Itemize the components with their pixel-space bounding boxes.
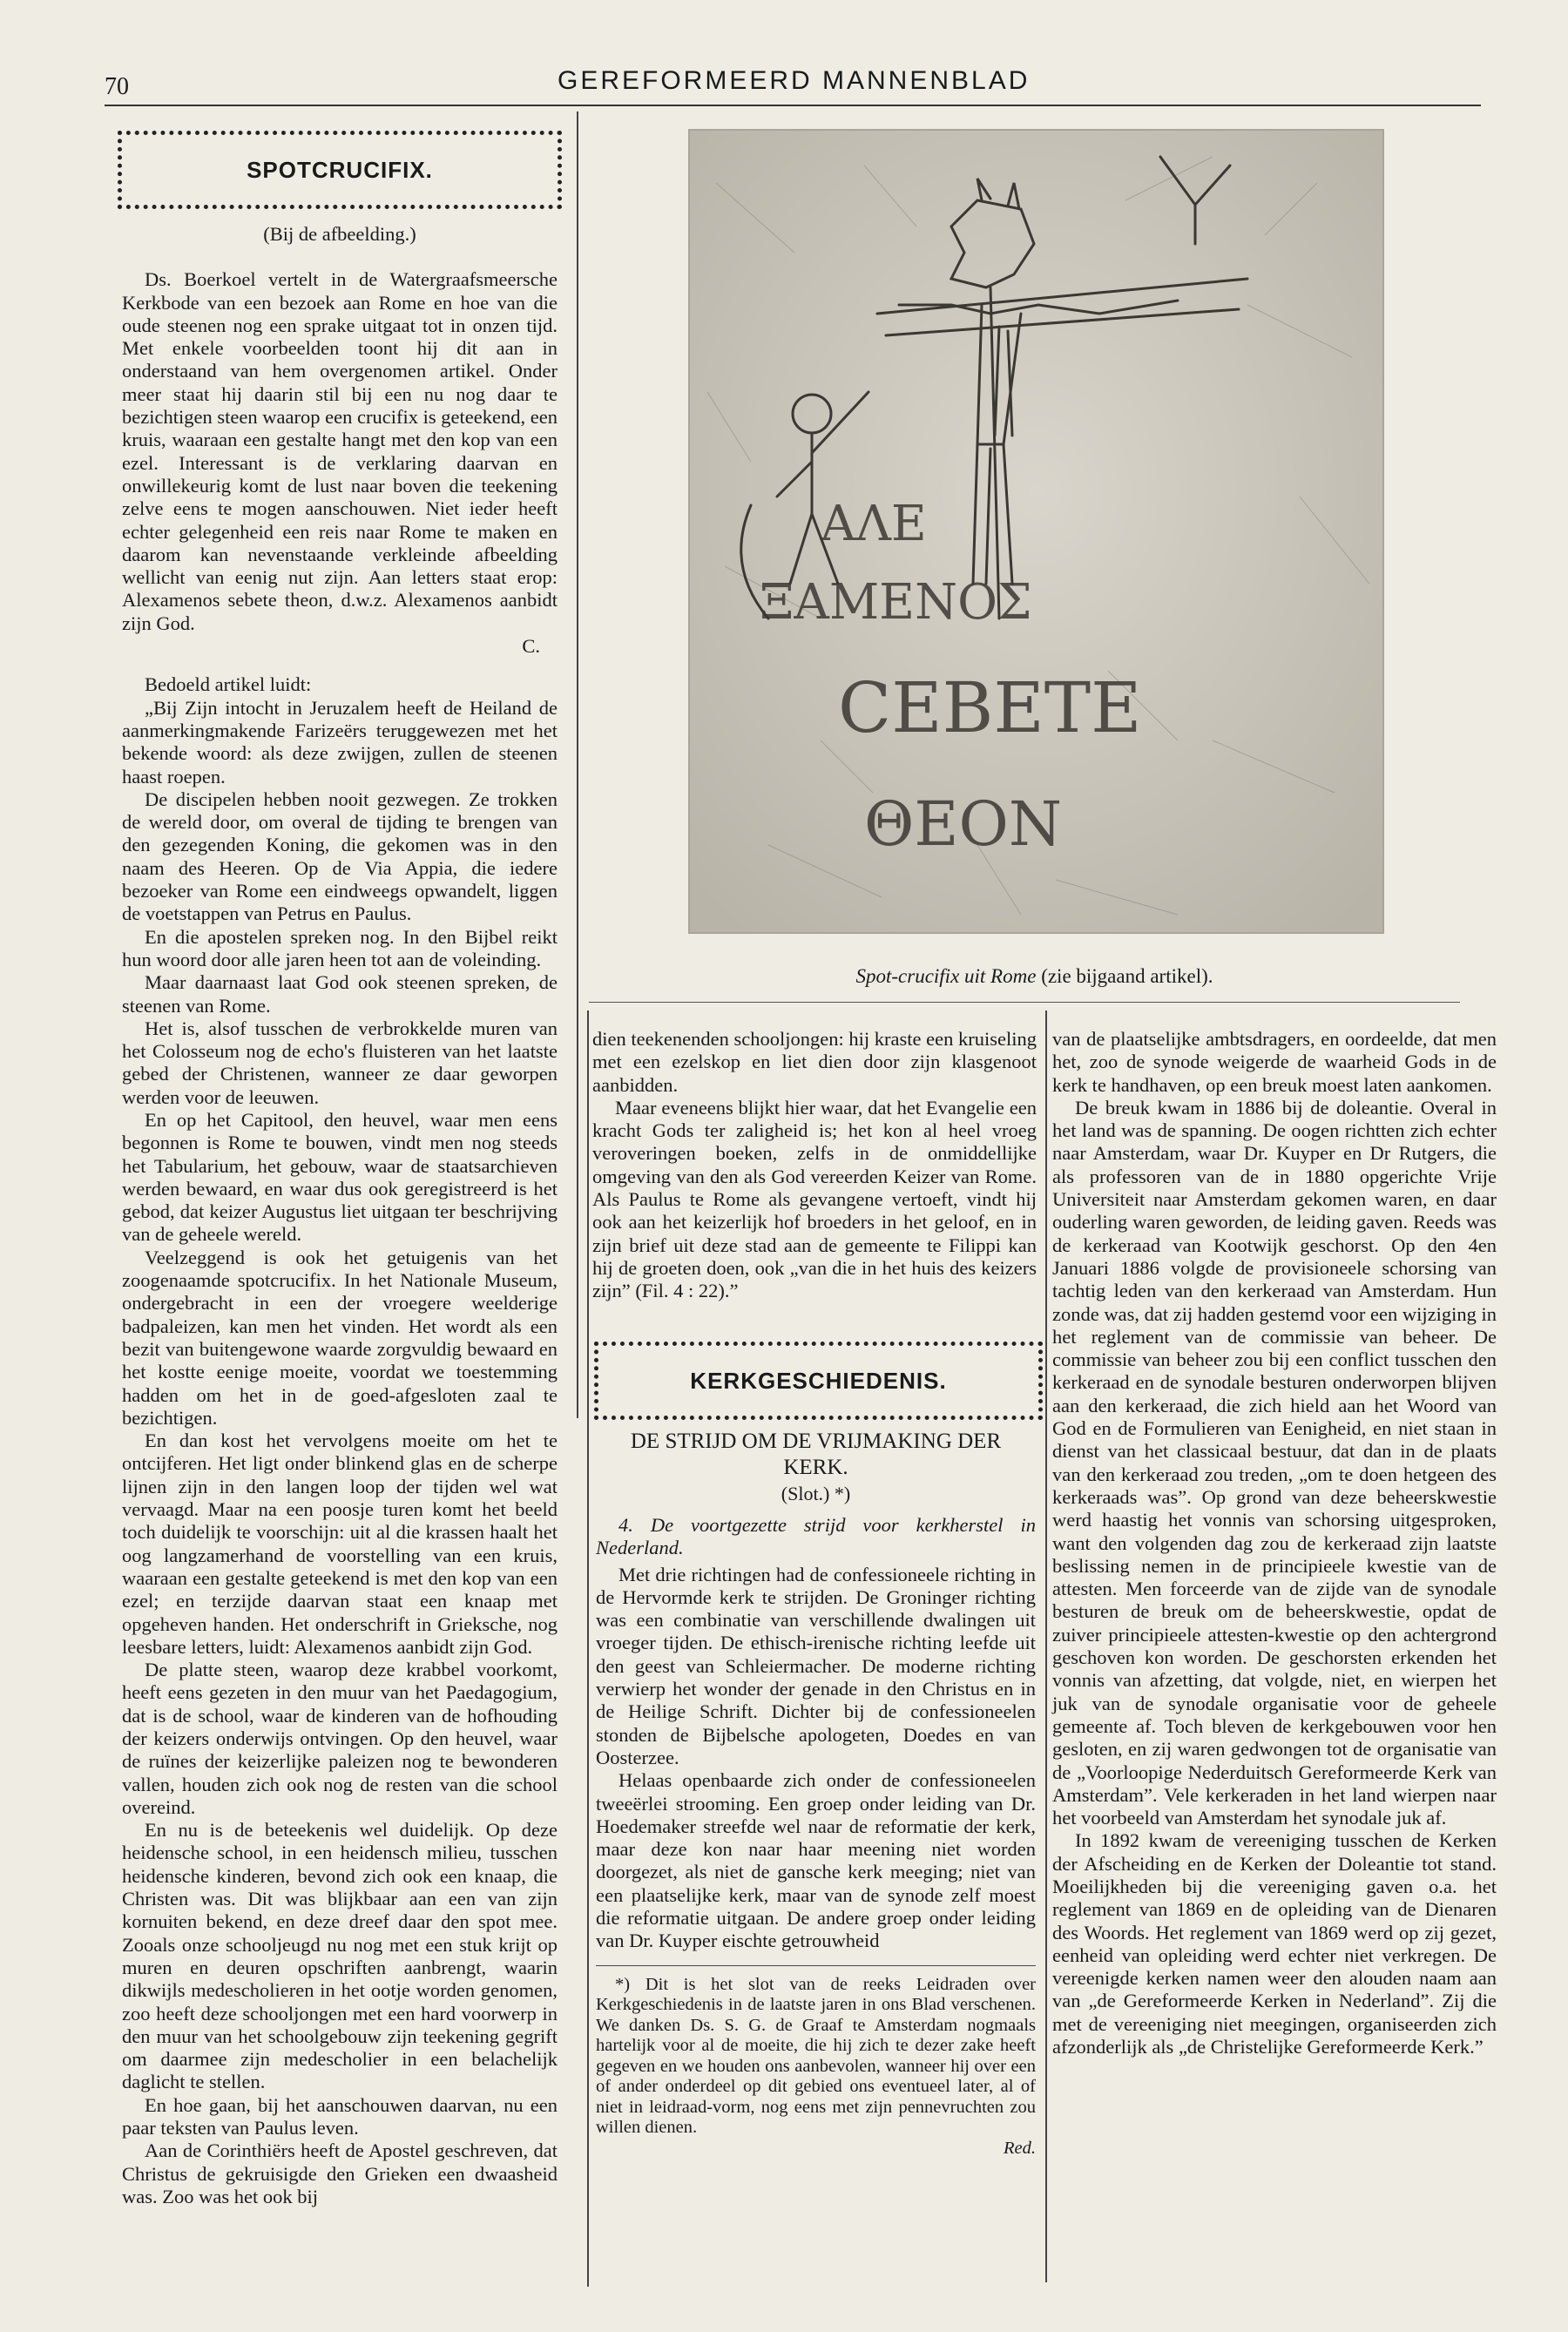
signature: C.	[522, 635, 540, 658]
column-divider-left-lower	[587, 1011, 589, 2287]
footnote	[596, 1975, 1036, 2160]
masthead: GEREFORMEERD MANNENBLAD	[558, 66, 1031, 95]
paragraph: In 1892 kwam de vereeniging tusschen de Kerken der Afscheiding en de Kerken der Doleantie tot stand. Moeilijkheden bij die vereeniging gaven o.a. het reglement van 1869 en de opleiding van de Dienaren des Woords. Het reglement van 1869 werd op zij gezet, eenheid van opleiding werd echter niet verkregen. De vereenigde kerken namen weer den alouden naam aan van „de Gereformeerde Kerken in Nederland”. Zij die met de vereeniging niet meegingen, organiseerden zich afzonderlijk als „de Christelijke Gereformeerde Kerk.”	[1052, 1829, 1497, 2058]
mid-rule	[589, 1002, 1460, 1003]
subheading	[596, 1514, 1036, 1560]
paragraph: En dan kost het vervolgens moeite om het te ontcijferen. Het ligt onder blinkend glas en de scherpe lijnen zijn in den langen loop der tijden wel wat vervaagd. Maar na een poosje turen komt het beeld toch duidelijk te voorschijn: uit al die krassen haalt het oog langzamerhand de voorstelling van een kruis, waaraan een gestalte geteekend is met den kop van een ezel; en terzijde daarvan staat een knaap met opgeheven handen. Het onderschrift in Grieksche, nog leesbare letters, luidt: Alexamenos aanbidt zijn God.	[122, 1430, 558, 1658]
paragraph: „Bij Zijn intocht in Jeruzalem heeft de Heiland de aanmerkingmakende Farizeërs teruggewezen met het bekende woord: als deze zwijgen, zullen de steenen haast roepen.	[122, 696, 558, 787]
footnote-rule	[596, 1965, 1036, 1966]
inscription-line: ΘΕΟΝ	[864, 788, 1063, 860]
column-divider-right	[1045, 1011, 1047, 2282]
page-number: 70	[105, 73, 129, 100]
article-title-box: SPOTCRUCIFIX.	[118, 131, 562, 209]
paragraph: En die apostelen spreken nog. In den Bijbel reikt hun woord door alle jaren heen tot aan de voleinding.	[122, 925, 558, 970]
paragraph: Maar eveneens blijkt hier waar, dat het Evangelie een kracht Gods ter zaligheid is; het kon al heel vroeg veroveringen boeken, zelfs in de onmiddellijke omgeving van den als God vereerden Keizer van Rome. Als Paulus te Rome als gevangene vertoeft, vindt hij ook aan het keizerlijk hof broeders in het geloof, en in zijn brief uit deze stad aan de gemeente te Filippi kan hij de groeten doen, ook „van die in het huis des keizers zijn” (Fil. 4 : 22).”	[592, 1096, 1037, 1302]
middle-column-bottom	[596, 1429, 1036, 2159]
paragraph: Met drie richtingen had de confessioneele richting in de Hervormde kerk te strijden. De Groninger richting was een combinatie van verschillende dwalingen uit vroeger tijden. De ethisch-irenische richting leefde uit den geest van Schleiermacher. De moderne richting verwierp het wonder der genade in den Christus en in de Heilige Schrift. Dichter bij de confessioneelen stonden de Bijbelsche apologeten, Doedes en van Oosterzee.	[596, 1563, 1036, 1768]
right-column	[1052, 1028, 1497, 2058]
inscription-line: ΑΛΕ	[821, 496, 927, 552]
paragraph: Aan de Corinthiërs heeft de Apostel geschreven, dat Christus de gekruisigde den Grieken een dwaasheid was. Zoo was het ook bij	[122, 2139, 558, 2207]
article-slot: (Slot.) *)	[781, 1483, 851, 1504]
paragraph: En nu is de beteekenis wel duidelijk. Op deze heidensche school, in een heidensch milieu, tusschen heidensche kinderen, bevond zich ook een knaap, die Christen was. Dit was blijkbaar aan een van zijn kornuiten bekend, en deze dreef daar den spot mee. Zooals onze schooljeugd nu nog met een stuk krijt op muren en deuren opschriften aanbrengt, waarin dikwijls medescholieren in het ootje worden genomen, zoo heeft deze schooljongen met een hard voorwerp in den muur van het schoolgebouw zijn teekening gegrift om daarmee zijn medescholier in een belachelijk daglicht te stellen.	[122, 1819, 558, 2093]
paragraph: van de plaatselijke ambtsdragers, en oordeelde, dat men het, zoo de synode weigerde de waarheid Gods in de kerk te handhaven, op een breuk moest laten aankomen.	[1052, 1028, 1497, 1096]
paragraph: En op het Capitool, den heuvel, waar men eens begonnen is Rome te bouwen, vindt men nog steeds het Tabularium, het gebouw, waar de staatsarchieven werden bewaard, en waar dus ook geregistreerd is het gebod, dat keizer Augustus liet uitgaan ter beschrijving van de geheele wereld.	[122, 1108, 558, 1246]
middle-column-top	[592, 1028, 1037, 1303]
section-title-box: KERKGESCHIEDENIS.	[594, 1342, 1043, 1420]
footnote-text: *) Dit is het slot van de reeks Leidraden over Kerkgeschiedenis in de laatste jaren in ons Blad verschenen. We danken Ds. S. G. de Graaf te Amsterdam nogmaals hartelijk voor al de moeite, die hij zich te dezer zake heeft gegeven en we houden ons aanbevolen, wanneer hij over een of ander onderdeel op dit gebied ons eventueel later, al of niet in leidraad-vorm, nog eens met zijn pennevruchten zou willen dienen.	[596, 1974, 1036, 2138]
subheading-text: De voortgezette strijd voor kerkherstel in Nederland.	[596, 1514, 1036, 1559]
figure-caption	[688, 965, 1381, 988]
paragraph: Helaas openbaarde zich onder de confessioneelen tweeërlei strooming. Een groep onder leiding van Dr. Hoedemaker streefde wel naar de reformatie der kerk, maar deze kon naar haar meening niet worden doorgezet, als niet de gansche kerk meeging; niet van een plaatselijke kerk, maar van de synode zelf moest die reformatie uitgaan. De andere groep onder leiding van Dr. Kuyper eischte getrouwheid	[596, 1769, 1036, 1952]
graffito-drawing	[690, 131, 1382, 932]
left-column	[122, 223, 558, 2208]
footnote-signature: Red.	[1004, 2138, 1036, 2158]
header-rule	[105, 105, 1481, 106]
article-title: DE STRIJD OM DE VRIJMAKING DER KERK.	[630, 1430, 1002, 1479]
article-subtitle: (Bij de afbeelding.)	[263, 223, 416, 245]
caption-italic: Spot-crucifix uit Rome	[855, 965, 1037, 987]
paragraph: dien teekenenden schooljongen: hij kraste een kruiseling met een ezelskop en liet dien door zijn klasgenoot aanbidden.	[592, 1028, 1037, 1096]
caption-rest: (zie bijgaand artikel).	[1036, 965, 1213, 987]
inscription-line: CEBETE	[838, 667, 1142, 748]
paragraph: De discipelen hebben nooit gezwegen. Ze trokken de wereld door, om overal de tijding te brengen van den gezegenden Koning, die gekomen was in den naam des Heeren. Op de Via Appia, die iedere bezoeker van Rome een eindweegs opwandelt, liggen de voetstappen van Petrus en Paulus.	[122, 787, 558, 925]
subheading-number: 4.	[618, 1514, 633, 1536]
paragraph: En hoe gaan, bij het aanschouwen daarvan, nu een paar teksten van Paulus leven.	[122, 2093, 558, 2139]
paragraph: De breuk kwam in 1886 bij de doleantie. Overal in het land was de spanning. De oogen richtten zich echter naar Amsterdam, waar Dr. Kuyper en Dr Rutgers, die als professoren van de in 1880 opgerichte Vrije Universiteit naar Amsterdam gekomen waren, en daar ouderling waren geworden, de leiding gaven. Reeds was de kerkeraad van Kootwijk geschorst. Op den 4en Januari 1886 volgde de provisioneele schorsing van tachtig leden van den kerkeraad van Amsterdam. Hun zonde was, dat zij hadden gestemd voor een wijziging in het reglement van de commissie van beheer. De commissie van beheer zou bij een conflict tusschen den kerkeraad en de synodale besturen onderworpen blijven aan den kerkeraad, die zich hield aan het Woord van God en de Formulieren van Eenigheid, en niet staan in dienst van het classicaal bestuur, dat dan in de plaats van den kerkeraad zou treden, „om te doen hetgeen des kerkeraads was”. Op grond van deze beheerskwestie werd haastig het vonnis van schorsing uitgesproken, want den volgenden dag zou de kerkeraad zijn laatste beslissing nemen in de principieele kwestie van de attesten. Men forceerde van de zijde van de synodale besturen de breuk om de beheerskwestie, opdat de zuiver principieele attesten-kwestie op den achtergrond geschoven kon worden. De geschorsten erkenden het vonnis van afzetting, dat volgde, niet, en wierpen het juk van de synodale organisatie voor de geheele gemeente af. Toch bleven de kerkgebouwen voor hen gesloten, en zij waren gedwongen tot de organisatie van de „Voorloopige Nederduitsch Gereformeerde Kerk van Amsterdam”. Vele kerkeraden in het land wierpen naar het voorbeeld van Amsterdam het synodale juk af.	[1052, 1096, 1497, 1829]
paragraph: Veelzeggend is ook het getuigenis van het zoogenaamde spotcrucifix. In het Nationale Museum, ondergebracht in een der vroegere weelderige badpaleizen, kan men het vinden. Het wordt als een bezit van buitengewone waarde zorgvuldig bewaard en het kostte eenige moeite, voordat we toestemming hadden om het in de goed-afgesloten zaal te bezichtigen.	[122, 1246, 558, 1429]
paragraph: De platte steen, waarop deze krabbel voorkomt, heeft eens gezeten in den muur van het Paedagogium, dat is de school, waar de kinderen van de hofhouding der keizers onderwijs ontvingen. Op den heuvel, waar de ruïnes der keizerlijke paleizen nog te bewonderen vallen, houden zich ook nog de resten van die school overeind.	[122, 1659, 558, 1818]
paragraph: Ds. Boerkoel vertelt in de Watergraafsmeersche Kerkbode van een bezoek aan Rome en hoe van die oude steenen nog een sprake uitgaat tot in onzen tijd. Met enkele voorbeelden toont hij dit aan in onderstaand van hem overgenomen artikel. Onder meer staat hij daarin stil bij een nu nog daar te bezichtigen steen waarop een crucifix is geteekend, een kruis, waaraan een gestalte hangt met den kop van een ezel. Interessant is de verklaring daarvan en onwillekeurig komt de lust naar boven die teekening zelve eens te mogen aanschouwen. Niet ieder heeft echter gelegenheid een reis naar Rome te maken en daarom kan nevenstaande verkleinde afbeelding wellicht van eenig nut zijn. Aan letters staat erop: Alexamenos sebete theon, d.w.z. Alexamenos aanbidt zijn God.	[122, 268, 558, 634]
graffito-photograph	[688, 129, 1384, 934]
paragraph: Bedoeld artikel luidt:	[145, 673, 312, 696]
paragraph: Maar daarnaast laat God ook steenen spreken, de steenen van Rome.	[122, 971, 558, 1017]
column-divider-left	[577, 112, 578, 1418]
paragraph: Het is, alsof tusschen de verbrokkelde muren van het Colosseum nog de echo's fluisteren van het laatste gebed der Christenen, wanneer ze daar geworpen werden voor de leeuwen.	[122, 1017, 558, 1108]
inscription-line: ΞΑΜΕΝΟΣ	[760, 574, 1032, 631]
